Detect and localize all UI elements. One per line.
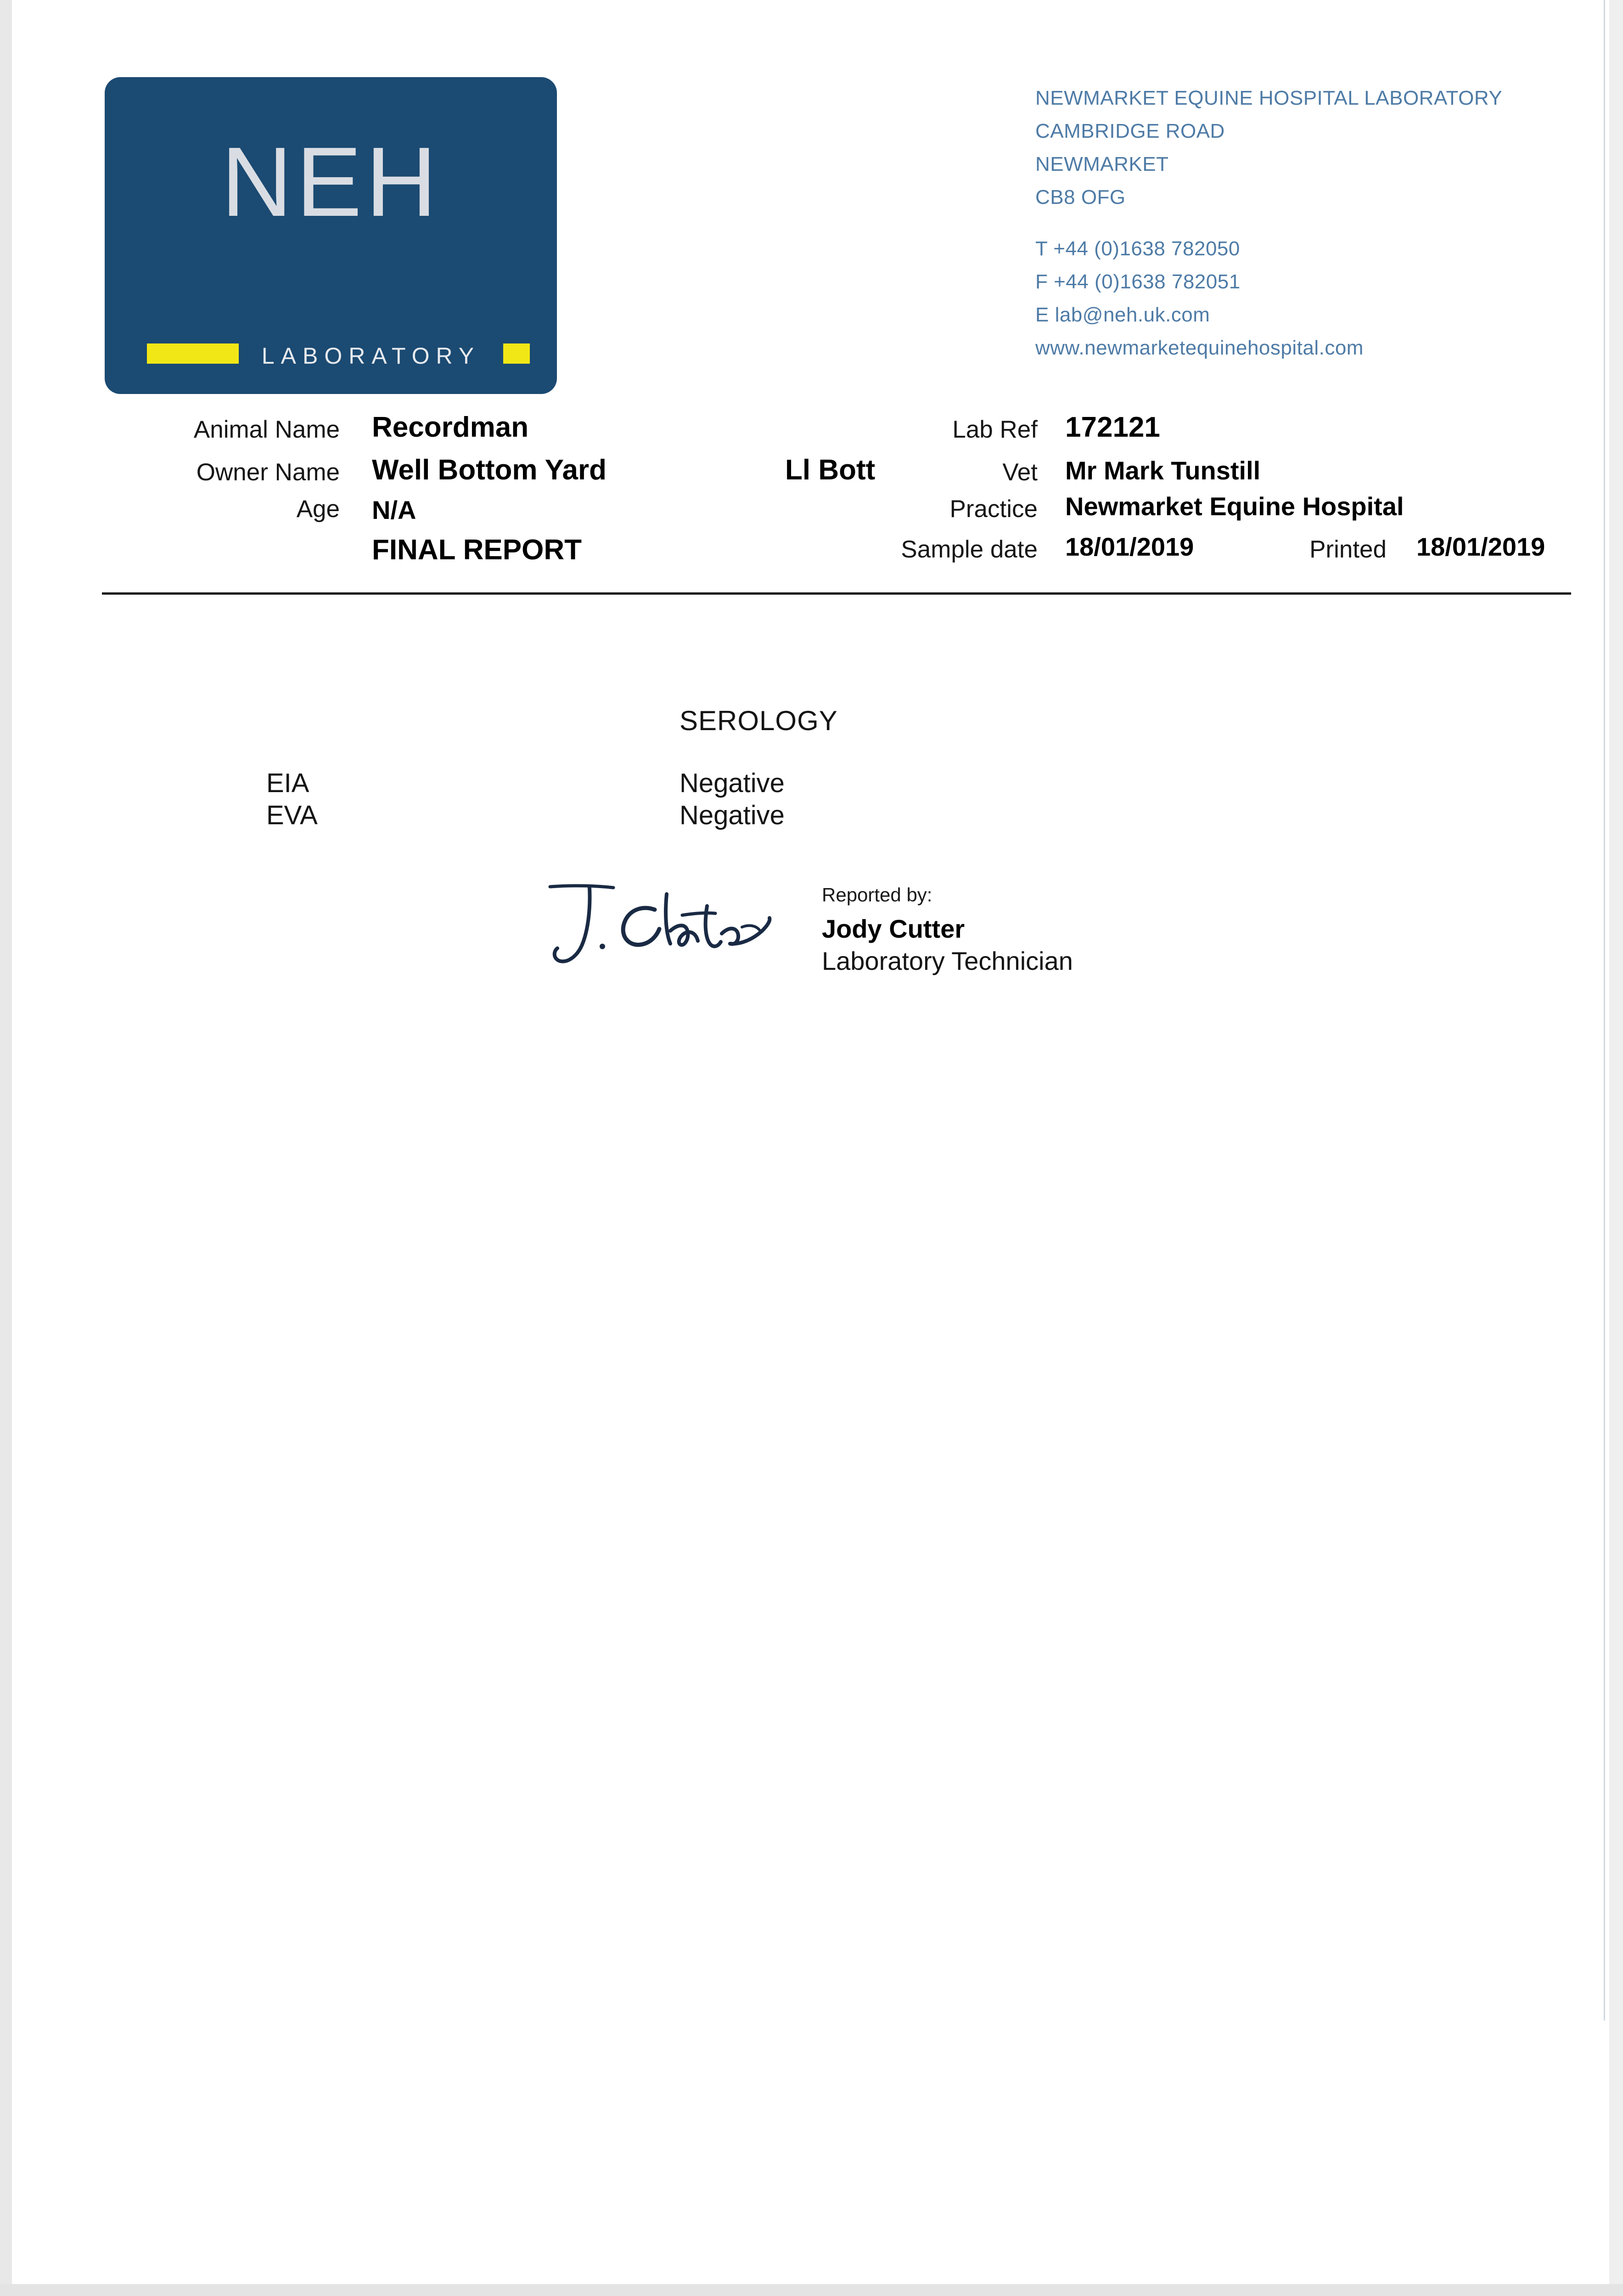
logo-subtext: LABORATORY — [261, 343, 481, 369]
vet-label: Vet — [1002, 459, 1038, 486]
animal-name-value: Recordman — [372, 411, 529, 443]
scan-edge-left — [0, 0, 12, 2296]
lab-address-block — [1035, 82, 1502, 365]
reported-by-label: Reported by: — [822, 884, 932, 906]
age-label: Age — [296, 495, 340, 523]
result-value-eia: Negative — [680, 768, 785, 798]
practice-value: Newmarket Equine Hospital — [1065, 492, 1404, 521]
handwritten-signature — [533, 879, 790, 985]
neh-logo — [105, 77, 557, 394]
client-code: Ll Bott — [785, 454, 876, 486]
logo-text: NEH — [221, 126, 441, 237]
lab-ref-value: 172121 — [1065, 411, 1160, 443]
report-status: FINAL REPORT — [372, 534, 582, 566]
address-spacer — [1035, 214, 1502, 232]
practice-label: Practice — [949, 495, 1038, 523]
contact-phone: T +44 (0)1638 782050 — [1035, 237, 1240, 260]
vet-value: Mr Mark Tunstill — [1065, 456, 1261, 485]
scan-artifact-line — [1604, 0, 1605, 2020]
age-value: N/A — [372, 495, 416, 524]
contact-website: www.newmarketequinehospital.com — [1035, 337, 1364, 359]
reporter-name: Jody Cutter — [822, 914, 965, 943]
animal-name-label: Animal Name — [193, 416, 340, 443]
address-line-1: NEWMARKET EQUINE HOSPITAL LABORATORY — [1035, 87, 1503, 109]
report-header — [0, 413, 1623, 579]
lab-ref-label: Lab Ref — [952, 416, 1038, 443]
logo-accent-bar-left — [147, 343, 239, 364]
owner-name-value: Well Bottom Yard — [372, 454, 607, 486]
logo-accent-bar-right — [503, 343, 530, 364]
result-name-eia: EIA — [266, 768, 309, 798]
result-name-eva: EVA — [266, 800, 318, 830]
address-line-4: CB8 OFG — [1035, 186, 1126, 208]
reporter-role: Laboratory Technician — [822, 946, 1073, 975]
owner-name-label: Owner Name — [196, 459, 340, 486]
scan-edge-right — [1609, 0, 1623, 2296]
contact-fax: F +44 (0)1638 782051 — [1035, 270, 1241, 293]
result-value-eva: Negative — [680, 800, 785, 830]
sample-date-label: Sample date — [901, 536, 1038, 563]
sample-date-value: 18/01/2019 — [1065, 532, 1194, 561]
address-line-3: NEWMARKET — [1035, 153, 1169, 175]
serology-section-title: SEROLOGY — [680, 705, 838, 736]
contact-email: E lab@neh.uk.com — [1035, 304, 1210, 326]
header-divider — [102, 592, 1571, 595]
address-line-2: CAMBRIDGE ROAD — [1035, 120, 1225, 142]
printed-value: 18/01/2019 — [1416, 532, 1545, 561]
scan-edge-bottom — [0, 2284, 1623, 2296]
printed-label: Printed — [1309, 536, 1387, 563]
